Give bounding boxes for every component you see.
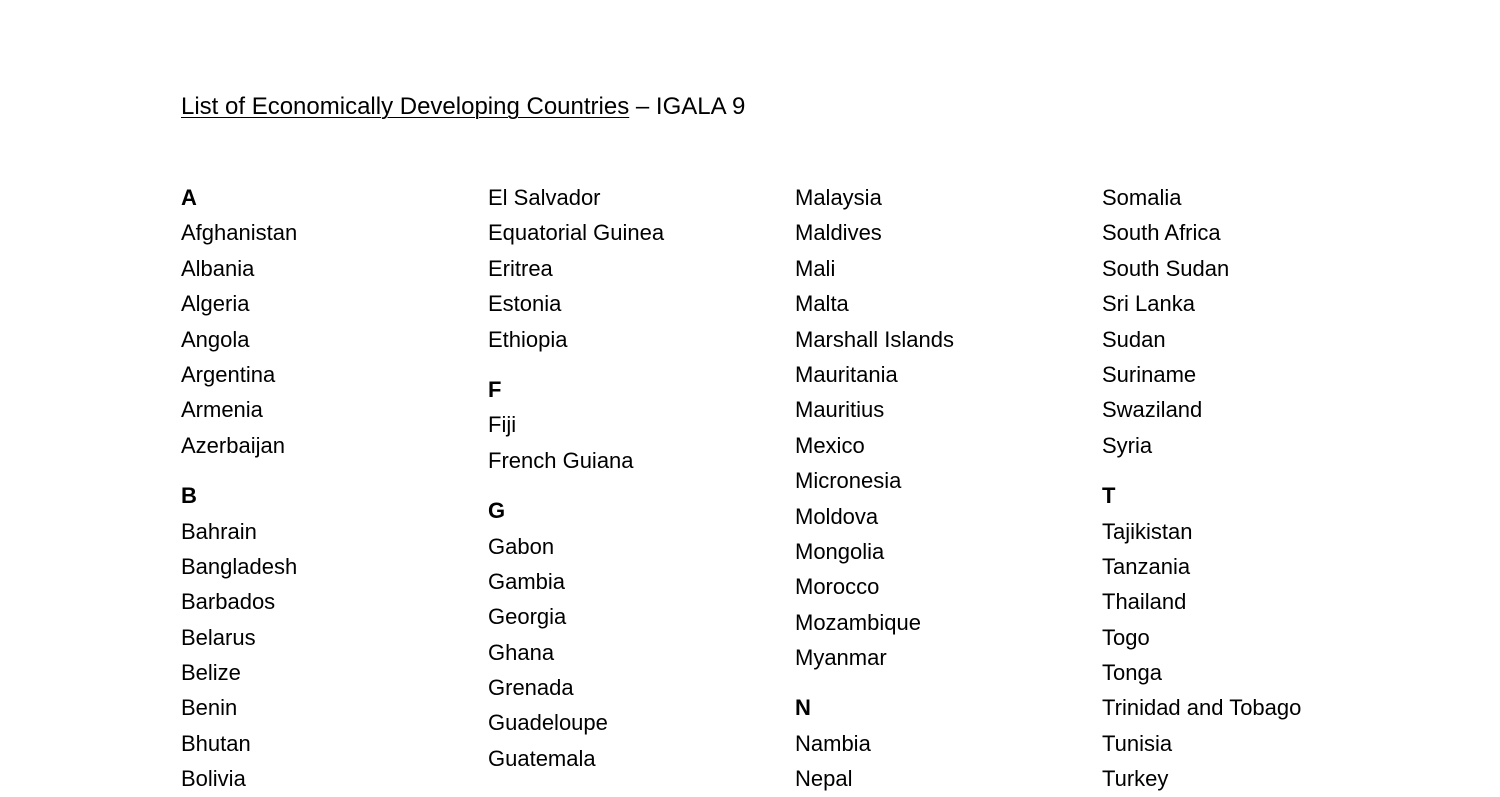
section-letter-heading: T [1102, 483, 1116, 509]
country-name: Marshall Islands [795, 326, 954, 352]
country-name: Belize [181, 660, 241, 686]
country-name: Georgia [488, 604, 567, 630]
country-name: Sudan [1102, 326, 1166, 352]
section-letter-heading: B [181, 483, 197, 509]
country-name: Suriname [1102, 361, 1197, 387]
country-name: French Guiana [488, 447, 634, 473]
country-name: Guadeloupe [488, 710, 608, 736]
country-name: Syria [1102, 432, 1153, 458]
country-name: Malta [795, 291, 849, 317]
country-name: Tonga [1102, 660, 1162, 686]
section-letter-heading: N [795, 695, 811, 721]
country-name: Micronesia [795, 468, 902, 494]
country-name: Bangladesh [181, 553, 298, 579]
country-name: Moldova [795, 503, 879, 529]
country-name: Morocco [795, 574, 880, 600]
country-name: Myanmar [795, 645, 887, 671]
country-name: Estonia [488, 291, 562, 317]
country-name: Bahrain [181, 518, 257, 544]
section-letter-heading: F [488, 376, 502, 402]
country-name: Swaziland [1102, 397, 1203, 423]
country-name: Fiji [488, 412, 517, 438]
country-column-4 [1102, 180, 1392, 797]
country-name: Mali [795, 255, 836, 281]
country-name: Togo [1102, 624, 1150, 650]
country-name: Mongolia [795, 538, 885, 564]
country-name: Somalia [1102, 185, 1182, 210]
country-name: Armenia [181, 397, 263, 423]
country-name: Angola [181, 326, 250, 352]
country-name: Trinidad and Tobago [1102, 695, 1302, 721]
country-name: Mauritius [795, 397, 885, 423]
section-letter-heading: A [181, 185, 197, 210]
country-name: Benin [181, 695, 238, 721]
country-name: El Salvador [488, 185, 601, 210]
page-title [181, 90, 745, 124]
country-name: Barbados [181, 589, 276, 615]
country-name: Tajikistan [1102, 518, 1193, 544]
page-title-suffix: – IGALA 9 [629, 93, 746, 120]
country-name: Gambia [488, 568, 566, 594]
country-name: Nambia [795, 730, 871, 756]
country-name: Malaysia [795, 185, 882, 210]
country-name: Mexico [795, 432, 865, 458]
country-name: Algeria [181, 291, 250, 317]
country-name: Tunisia [1102, 730, 1173, 756]
country-column-2 [488, 180, 778, 776]
country-name: Grenada [488, 675, 574, 701]
country-name: Mozambique [795, 609, 921, 635]
country-name: Belarus [181, 624, 256, 650]
country-name: Albania [181, 255, 255, 281]
country-name: Turkey [1102, 766, 1169, 792]
country-name: Ghana [488, 639, 555, 665]
country-column-1 [181, 180, 471, 797]
country-name: Gabon [488, 533, 555, 559]
country-name: Bhutan [181, 730, 251, 756]
country-name: South Africa [1102, 220, 1221, 246]
country-name: Azerbaijan [181, 432, 285, 458]
page-title-main: List of Economically Developing Countries [181, 93, 630, 120]
country-name: Tanzania [1102, 553, 1191, 579]
country-name: Argentina [181, 361, 276, 387]
country-name: South Sudan [1102, 255, 1230, 281]
country-name: Eritrea [488, 255, 553, 281]
country-name: Maldives [795, 220, 882, 246]
country-column-3 [795, 180, 1085, 797]
country-name: Thailand [1102, 589, 1187, 615]
country-name: Mauritania [795, 361, 898, 387]
country-name: Afghanistan [181, 220, 298, 246]
country-name: Equatorial Guinea [488, 220, 665, 246]
country-name: Nepal [795, 766, 853, 792]
country-name: Bolivia [181, 766, 246, 792]
country-name: Sri Lanka [1102, 291, 1195, 317]
section-letter-heading: G [488, 498, 506, 524]
country-name: Ethiopia [488, 326, 568, 352]
country-name: Guatemala [488, 745, 596, 771]
